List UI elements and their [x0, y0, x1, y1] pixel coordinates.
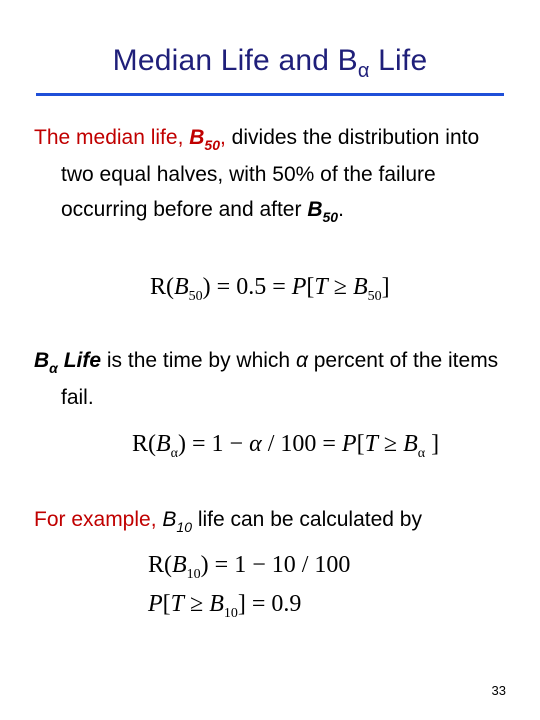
- page-number: 33: [491, 683, 506, 698]
- equation-median: $R(B_{50}) = 0.5 = P[T \ge B_{50}]$: [150, 274, 390, 304]
- equation-b10-reliability: $R(B_{10}) = 1 - 10 / 100$: [148, 552, 351, 582]
- paragraph-median-life: The median life, $B_{50}$, divides the distribution into two equal halves, with 50% of the failure occurring before and after $B_{50}$.: [34, 126, 480, 225]
- paragraph-b-alpha-life: $B_\alpha$ Life is the time by which α percent of the items fail.: [34, 349, 499, 409]
- title-subscript: α: [357, 60, 370, 82]
- equation-b-alpha: $R(B_\alpha) = 1 - \alpha / 100 = P[T \ge B_\alpha$ ]: [132, 431, 440, 461]
- title-divider: [36, 93, 504, 96]
- equation-b10-probability: $P[T \ge B_{10}] = 0.9$: [148, 591, 302, 621]
- slide-title: Median Life and $B_\alpha$ Life: [112, 44, 428, 82]
- paragraph-example: For example, $B_{10}$ life can be calculated by: [34, 508, 422, 535]
